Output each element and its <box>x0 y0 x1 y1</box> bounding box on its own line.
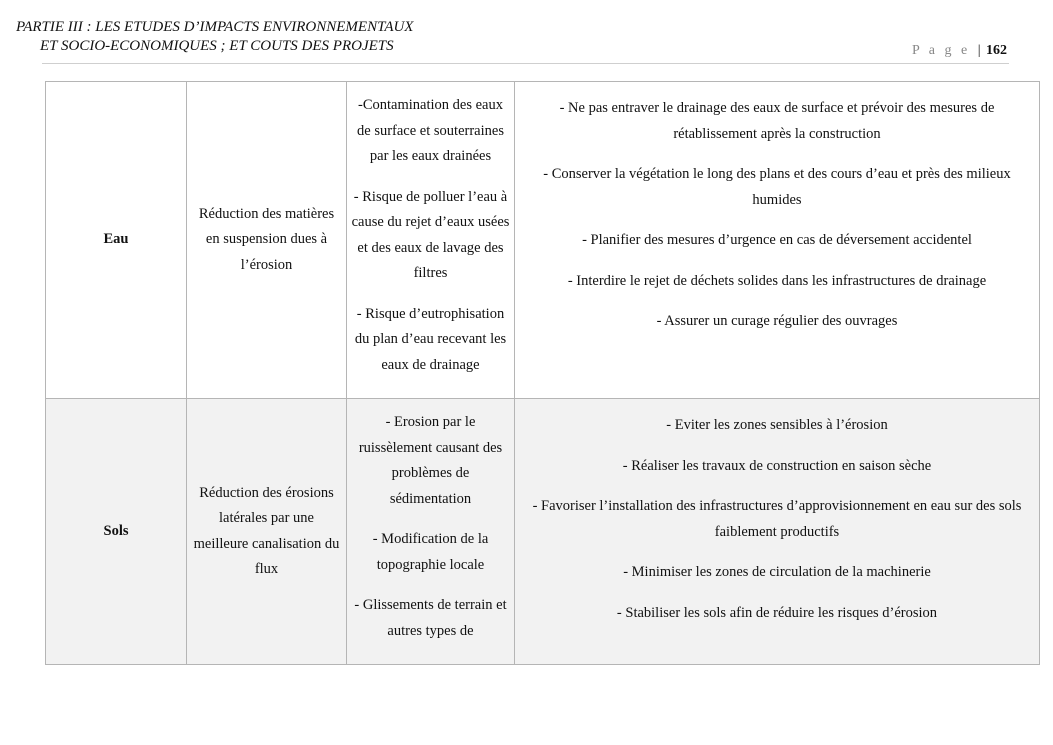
positive-impact-cell: Réduction des érosions latérales par une meilleure canalisation du flux <box>187 399 347 665</box>
negative-impact-item: - Modification de la topographie locale <box>372 531 489 573</box>
mitigation-measure-item: - Eviter les zones sensibles à l’érosion <box>666 417 888 433</box>
mitigation-measure-item: - Interdire le rejet de déchets solides dans les infrastructures de drainage <box>567 272 987 289</box>
negative-impact-cell <box>347 399 515 665</box>
mitigation-measure-item: - Assurer un curage régulier des ouvrages <box>656 313 898 329</box>
header-divider <box>42 63 1009 64</box>
positive-impact-cell: Réduction des matières en suspension dues à l’érosion <box>187 82 347 399</box>
milieu-cell: Sols <box>46 399 187 665</box>
page-separator: | <box>977 43 981 58</box>
mitigation-measures-cell <box>515 82 1040 399</box>
mitigation-measure-item: - Conserver la végétation le long des plans et des cours d’eau et près des milieux humides <box>543 166 1011 208</box>
page-number: 162 <box>986 43 1007 58</box>
mitigation-measures-cell <box>515 399 1040 665</box>
mitigation-measure-item: - Réaliser les travaux de construction en saison sèche <box>622 457 932 474</box>
negative-impact-cell <box>347 82 515 399</box>
mitigation-measure-item: - Stabiliser les sols afin de réduire les risques d’érosion <box>616 604 938 621</box>
milieu-cell: Eau <box>46 82 187 399</box>
mitigation-measure-item: - Minimiser les zones de circulation de la machinerie <box>623 564 931 580</box>
negative-impact-item: - Risque d’eutrophisation du plan d’eau recevant les eaux de drainage <box>354 305 507 373</box>
mitigation-measure-item: - Planifier des mesures d’urgence en cas de déversement accidentel <box>582 232 972 248</box>
mitigation-measure-item: - Favoriser l’installation des infrastructures d’approvisionnement en eau sur des sols faiblement productifs <box>532 498 1022 540</box>
table-row <box>46 82 1040 399</box>
header-title-line-1: PARTIE III : LES ETUDES D’IMPACTS ENVIRONNEMENTAUX <box>16 19 414 35</box>
page-header-title <box>16 18 413 56</box>
negative-impact-item: - Erosion par le ruissèlement causant des problèmes de sédimentation <box>358 414 503 507</box>
negative-impact-item: - Risque de polluer l’eau à cause du rejet d’eaux usées et des eaux de lavage des filtres <box>351 188 510 281</box>
page-label: P a g e <box>911 43 971 58</box>
header-title-line-2: ET SOCIO-ECONOMIQUES ; ET COUTS DES PROJETS <box>40 38 394 54</box>
mitigation-measure-item: - Ne pas entraver le drainage des eaux de surface et prévoir des mesures de rétablissement après la construction <box>559 100 995 142</box>
negative-impact-item: -Contamination des eaux de surface et souterraines par les eaux drainées <box>357 97 504 164</box>
table-row <box>46 399 1040 665</box>
negative-impact-item: - Glissements de terrain et autres types de <box>354 597 507 639</box>
impacts-table <box>45 81 1040 665</box>
page-number-block <box>912 43 1007 59</box>
